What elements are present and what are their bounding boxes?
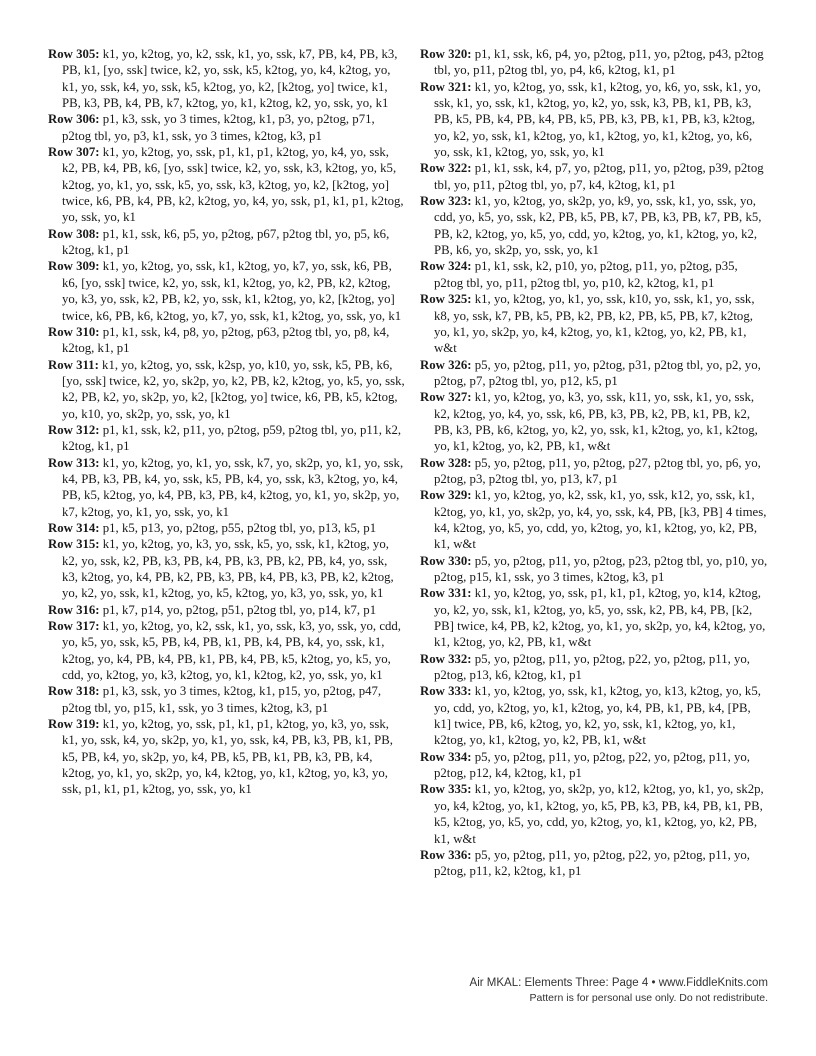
row-label: Row 308: bbox=[48, 226, 100, 241]
row-label: Row 327: bbox=[420, 390, 472, 405]
row-instructions: p1, k1, ssk, k4, p7, yo, p2tog, p11, yo, p2tog, p39, p2tog tbl, yo, p11, p2tog tbl, yo, p7, k4, k2tog, k1, p1 bbox=[434, 161, 764, 192]
row-label: Row 334: bbox=[420, 749, 472, 764]
row-label: Row 324: bbox=[420, 259, 472, 274]
row-instructions: k1, yo, k2tog, yo, ssk, p1, k1, p1, k2tog, yo, k3, yo, ssk, k1, yo, ssk, k4, yo, sk2p, yo, k1, yo, ssk, k4, PB, k3, PB, k1, PB, k5, PB, k4, yo, sk2p, yo, k4, PB, k5, PB, k1, PB, k3, PB, k4, k2tog, yo, k1, yo, sk2p, yo, k4, k2tog, yo, k1, k2tog, yo, k3, yo, ssk, p1, k1, p1, k2tog, yo, ssk, yo, k1 bbox=[62, 717, 393, 797]
row-label: Row 329: bbox=[420, 488, 472, 503]
pattern-row bbox=[48, 357, 406, 422]
row-instructions: k1, yo, k2tog, yo, k1, yo, ssk, k10, yo, ssk, k1, yo, ssk, k8, yo, ssk, k7, PB, k5, PB, k2, PB, k2, PB, k5, PB, k7, k2tog, yo, k1, yo, sk2p, yo, k4, k2tog, yo, k1, k2tog, yo, k2, PB, k1, w&t bbox=[434, 292, 755, 356]
pattern-row bbox=[420, 553, 770, 586]
row-instructions: k1, yo, k2tog, yo, sk2p, yo, k12, k2tog, yo, k1, yo, sk2p, yo, k4, k2tog, yo, k1, k2tog, yo, k5, PB, k3, PB, k4, PB, k1, PB, k5, k2tog, yo, k5, yo, cdd, yo, k2tog, yo, k1, k2tog, yo, k2, PB, k1, w&t bbox=[434, 782, 764, 846]
pattern-row bbox=[48, 324, 406, 357]
pattern-row bbox=[420, 781, 770, 846]
pattern-row bbox=[420, 193, 770, 258]
row-label: Row 326: bbox=[420, 357, 472, 372]
row-label: Row 311: bbox=[48, 357, 99, 372]
pattern-row bbox=[48, 520, 406, 536]
row-label: Row 307: bbox=[48, 145, 100, 160]
row-label: Row 331: bbox=[420, 586, 472, 601]
pattern-row bbox=[48, 111, 406, 144]
pattern-row bbox=[420, 585, 770, 650]
row-label: Row 319: bbox=[48, 717, 100, 732]
pattern-row bbox=[420, 683, 770, 748]
pattern-row bbox=[420, 455, 770, 488]
row-label: Row 322: bbox=[420, 161, 472, 176]
pattern-row bbox=[48, 226, 406, 259]
row-instructions: p1, k5, p13, yo, p2tog, p55, p2tog tbl, yo, p13, k5, p1 bbox=[102, 520, 377, 535]
row-instructions: p1, k1, ssk, k2, p11, yo, p2tog, p59, p2tog tbl, yo, p11, k2, k2tog, k1, p1 bbox=[62, 422, 402, 454]
pattern-row bbox=[420, 389, 770, 454]
page-footer bbox=[470, 976, 768, 1005]
row-instructions: p5, yo, p2tog, p11, yo, p2tog, p27, p2tog tbl, yo, p6, yo, p2tog, p3, p2tog tbl, yo, p13, k7, p1 bbox=[434, 455, 761, 486]
row-instructions: k1, yo, k2tog, yo, sk2p, yo, k9, yo, ssk, k1, yo, ssk, yo, cdd, yo, k5, yo, ssk, k2, PB, k5, PB, k7, PB, k3, PB, k7, PB, k5, PB, k2, k2tog, yo, k5, yo, cdd, yo, k2tog, yo, k1, k2tog, yo, k2, PB, k6, yo, sk2p, yo, ssk, yo, k1 bbox=[434, 194, 762, 258]
row-instructions: k1, yo, k2tog, yo, k3, yo, ssk, k11, yo, ssk, k1, yo, ssk, k2, k2tog, yo, k4, yo, ssk, k6, PB, k3, PB, k2, PB, k1, PB, k2, PB, k3, PB, k6, k2tog, yo, k2, yo, ssk, k1, k2tog, yo, k1, k2tog, yo, k1, k2tog, yo, k2, PB, k1, w&t bbox=[434, 390, 758, 454]
row-instructions: p1, k1, ssk, k2, p10, yo, p2tog, p11, yo, p2tog, p35, p2tog tbl, yo, p11, p2tog tbl, yo, p10, k2, k2tog, k1, p1 bbox=[434, 259, 738, 290]
row-label: Row 323: bbox=[420, 194, 472, 209]
footer-notice: Pattern is for personal use only. Do not redistribute. bbox=[529, 992, 768, 1004]
row-instructions: p1, k1, ssk, k6, p5, yo, p2tog, p67, p2tog tbl, yo, p5, k6, k2tog, k1, p1 bbox=[62, 226, 390, 258]
row-label: Row 305: bbox=[48, 47, 100, 61]
row-instructions: k1, yo, k2tog, yo, ssk, k2sp, yo, k10, yo, ssk, k5, PB, k6, [yo, ssk] twice, k2, yo, sk2p, yo, k2, PB, k2, k2tog, yo, k5, yo, ssk, k2, PB, k2, yo, sk2p, yo, k2, [k2tog, yo] twice, k6, PB, k5, k2tog, yo, k10, yo, sk2p, yo, ssk, yo, k1 bbox=[62, 357, 405, 421]
row-instructions: p1, k1, ssk, k4, p8, yo, p2tog, p63, p2tog tbl, yo, p8, k4, k2tog, k1, p1 bbox=[62, 324, 390, 356]
row-label: Row 333: bbox=[420, 684, 472, 699]
row-label: Row 314: bbox=[48, 520, 100, 535]
row-instructions: p5, yo, p2tog, p11, yo, p2tog, p31, p2tog tbl, yo, p2, yo, p2tog, p7, p2tog tbl, yo, p12, k5, p1 bbox=[434, 357, 761, 388]
row-instructions: k1, yo, k2tog, yo, k1, yo, ssk, k7, yo, sk2p, yo, k1, yo, ssk, k4, PB, k3, PB, k4, yo, ssk, k5, PB, k4, yo, ssk, k3, k2tog, yo, k4, PB, k5, k2tog, yo, k4, PB, k3, PB, k4, k2tog, yo, k1, yo, sk2p, yo, k7, k2tog, yo, k1, yo, ssk, yo, k1 bbox=[62, 455, 404, 519]
row-label: Row 336: bbox=[420, 847, 472, 862]
right-column bbox=[420, 46, 770, 880]
row-instructions: p5, yo, p2tog, p11, yo, p2tog, p22, yo, p2tog, p11, yo, p2tog, p12, k4, k2tog, k1, p1 bbox=[434, 749, 751, 781]
row-instructions: k1, yo, k2tog, yo, ssk, k1, k2tog, yo, k13, k2tog, yo, k5, yo, cdd, yo, k2tog, yo, k1, k2tog, yo, k4, PB, k1, PB, k4, [PB, k1] twice, PB, k6, k2tog, yo, k2, yo, ssk, k1, k2tog, yo, k1, k2tog, yo, k1, k2tog, yo, k2, PB, k1, w&t bbox=[434, 684, 761, 748]
row-instructions: k1, yo, k2tog, yo, k3, yo, ssk, k5, yo, ssk, k1, k2tog, yo, k2, yo, ssk, k2, PB, k3, PB, k4, PB, k3, PB, k2, PB, k4, yo, ssk, k3, k2tog, yo, k4, PB, k2, PB, k3, PB, k4, PB, k3, PB, k2, k2tog, yo, k2, yo, ssk, k1, k2tog, yo, k5, k2tog, yo, k3, yo, ssk, yo, k1 bbox=[62, 537, 394, 601]
row-label: Row 317: bbox=[48, 619, 100, 634]
row-label: Row 335: bbox=[420, 782, 472, 797]
row-instructions: p1, k7, p14, yo, p2tog, p51, p2tog tbl, yo, p14, k7, p1 bbox=[102, 602, 377, 617]
pattern-row bbox=[48, 455, 406, 520]
row-label: Row 320: bbox=[420, 47, 472, 61]
row-label: Row 313: bbox=[48, 455, 100, 470]
pattern-row bbox=[420, 258, 770, 291]
row-label: Row 321: bbox=[420, 79, 472, 94]
pattern-row bbox=[48, 536, 406, 601]
pattern-row bbox=[48, 422, 406, 455]
pattern-row bbox=[48, 46, 406, 111]
row-label: Row 309: bbox=[48, 259, 100, 274]
row-label: Row 318: bbox=[48, 684, 100, 699]
row-instructions: k1, yo, k2tog, yo, k2, ssk, k1, yo, ssk, k7, PB, k4, PB, k3, PB, k1, [yo, ssk] twice, k2, yo, ssk, k5, k2tog, yo, k4, k2tog, yo, k1, yo, ssk, k4, yo, ssk, k5, k2tog, yo, k2, [k2tog, yo] twice, k1, PB, k3, PB, k4, PB, k7, k2tog, yo, k1, k2tog, k2, yo, ssk, yo, k1 bbox=[62, 47, 398, 111]
pattern-row bbox=[48, 258, 406, 323]
row-instructions: k1, yo, k2tog, yo, ssk, p1, k1, p1, k2tog, yo, k4, yo, ssk, k2, PB, k4, PB, k6, [yo, ssk] twice, k2, yo, ssk, k3, k2tog, yo, k5, k2tog, yo, k1, yo, ssk, k5, yo, ssk, k3, k2tog, yo, k2, [k2tog, yo] twice, k6, PB, k4, PB, k2, k2tog, yo, k4, yo, ssk, p1, k1, p1, k2tog, yo, ssk, yo, k1 bbox=[62, 145, 404, 225]
row-instructions: k1, yo, k2tog, yo, k2, ssk, k1, yo, ssk, k12, yo, ssk, k1, k2tog, yo, k1, yo, sk2p, yo, k4, yo, ssk, k4, PB, [k3, PB] 4 times, k4, k2tog, yo, k5, yo, cdd, yo, k2tog, yo, k1, k2tog, yo, k2, PB, k1, w&t bbox=[434, 488, 767, 552]
row-instructions: k1, yo, k2tog, yo, ssk, p1, k1, p1, k2tog, yo, k14, k2tog, yo, k2, yo, ssk, k1, k2tog, yo, k5, yo, ssk, k2, PB, k4, PB, [k2, PB] twice, k4, PB, k2, k2tog, yo, k1, yo, sk2p, yo, k4, k2tog, yo, k1, k2tog, yo, k2, PB, k1, w&t bbox=[434, 586, 766, 650]
row-label: Row 332: bbox=[420, 651, 472, 666]
pattern-row bbox=[48, 144, 406, 226]
footer-title: Air MKAL: Elements Three: Page 4 • www.FiddleKnits.com bbox=[469, 977, 768, 989]
pattern-row bbox=[420, 79, 770, 161]
pattern-row bbox=[48, 716, 406, 798]
row-instructions: k1, yo, k2tog, yo, k2, ssk, k1, yo, ssk, k3, yo, ssk, yo, cdd, yo, k5, yo, ssk, k5, PB, k4, PB, k1, PB, k4, PB, k4, yo, ssk, k1, k2tog, yo, k4, PB, k4, PB, k1, PB, k4, PB, k5, k2tog, yo, k5, yo, cdd, yo, k2tog, yo, k3, k2tog, yo, k1, k2tog, k2, yo, ssk, yo, k1 bbox=[62, 619, 402, 683]
row-label: Row 325: bbox=[420, 292, 472, 307]
pattern-row bbox=[420, 357, 770, 390]
pattern-row bbox=[420, 46, 770, 79]
row-label: Row 316: bbox=[48, 602, 100, 617]
pattern-row bbox=[420, 651, 770, 684]
row-label: Row 315: bbox=[48, 537, 100, 552]
row-label: Row 306: bbox=[48, 112, 100, 127]
pattern-row bbox=[420, 749, 770, 782]
row-instructions: p1, k1, ssk, k6, p4, yo, p2tog, p11, yo, p2tog, p43, p2tog tbl, yo, p11, p2tog tbl, yo, p4, k6, k2tog, k1, p1 bbox=[434, 47, 764, 78]
pattern-row bbox=[48, 602, 406, 618]
row-label: Row 312: bbox=[48, 422, 100, 437]
row-instructions: p5, yo, p2tog, p11, yo, p2tog, p22, yo, p2tog, p11, yo, p2tog, p11, k2, k2tog, k1, p1 bbox=[434, 847, 751, 879]
left-column bbox=[48, 46, 406, 798]
row-instructions: k1, yo, k2tog, yo, ssk, k1, k2tog, yo, k6, yo, ssk, k1, yo, ssk, k1, yo, ssk, k1, k2tog, yo, k2, yo, ssk, k3, PB, k1, PB, k3, PB, k5, PB, k4, PB, k4, PB, k5, PB, k3, PB, k1, PB, k3, k2tog, yo, k2, yo, ssk, k1, k2tog, yo, k1, k2tog, yo, k1, k2tog, yo, k6, yo, ssk, k1, k2tog, yo, ssk, yo, k1 bbox=[434, 79, 761, 160]
pattern-row bbox=[420, 160, 770, 193]
row-instructions: p1, k3, ssk, yo 3 times, k2tog, k1, p15, yo, p2tog, p47, p2tog tbl, yo, p15, k1, ssk, yo 3 times, k2tog, k3, p1 bbox=[62, 684, 382, 715]
row-instructions: p5, yo, p2tog, p11, yo, p2tog, p22, yo, p2tog, p11, yo, p2tog, p13, k6, k2tog, k1, p1 bbox=[434, 651, 751, 683]
pattern-row bbox=[48, 683, 406, 716]
row-label: Row 310: bbox=[48, 324, 100, 339]
row-instructions: p5, yo, p2tog, p11, yo, p2tog, p23, p2tog tbl, yo, p10, yo, p2tog, p15, k1, ssk, yo 3 times, k2tog, k3, p1 bbox=[434, 553, 768, 584]
pattern-row bbox=[420, 291, 770, 356]
row-label: Row 330: bbox=[420, 553, 472, 568]
row-label: Row 328: bbox=[420, 455, 472, 470]
pattern-row bbox=[420, 487, 770, 552]
pattern-row bbox=[420, 847, 770, 880]
row-instructions: p1, k3, ssk, yo 3 times, k2tog, k1, p3, yo, p2tog, p71, p2tog tbl, yo, p3, k1, ssk, yo 3 times, k2tog, k3, p1 bbox=[62, 112, 375, 143]
pattern-row bbox=[48, 618, 406, 683]
row-instructions: k1, yo, k2tog, yo, ssk, k1, k2tog, yo, k7, yo, ssk, k6, PB, k6, [yo, ssk] twice, k2, yo, ssk, k1, k2tog, yo, k2, PB, k2, k2tog, yo, k3, yo, ssk, k2, PB, k2, yo, ssk, k1, k2tog, yo, k2, [k2tog, yo] twice, k6, PB, k6, k2tog, yo, k7, yo, ssk, k1, k2tog, yo, ssk, yo, k1 bbox=[62, 259, 402, 323]
